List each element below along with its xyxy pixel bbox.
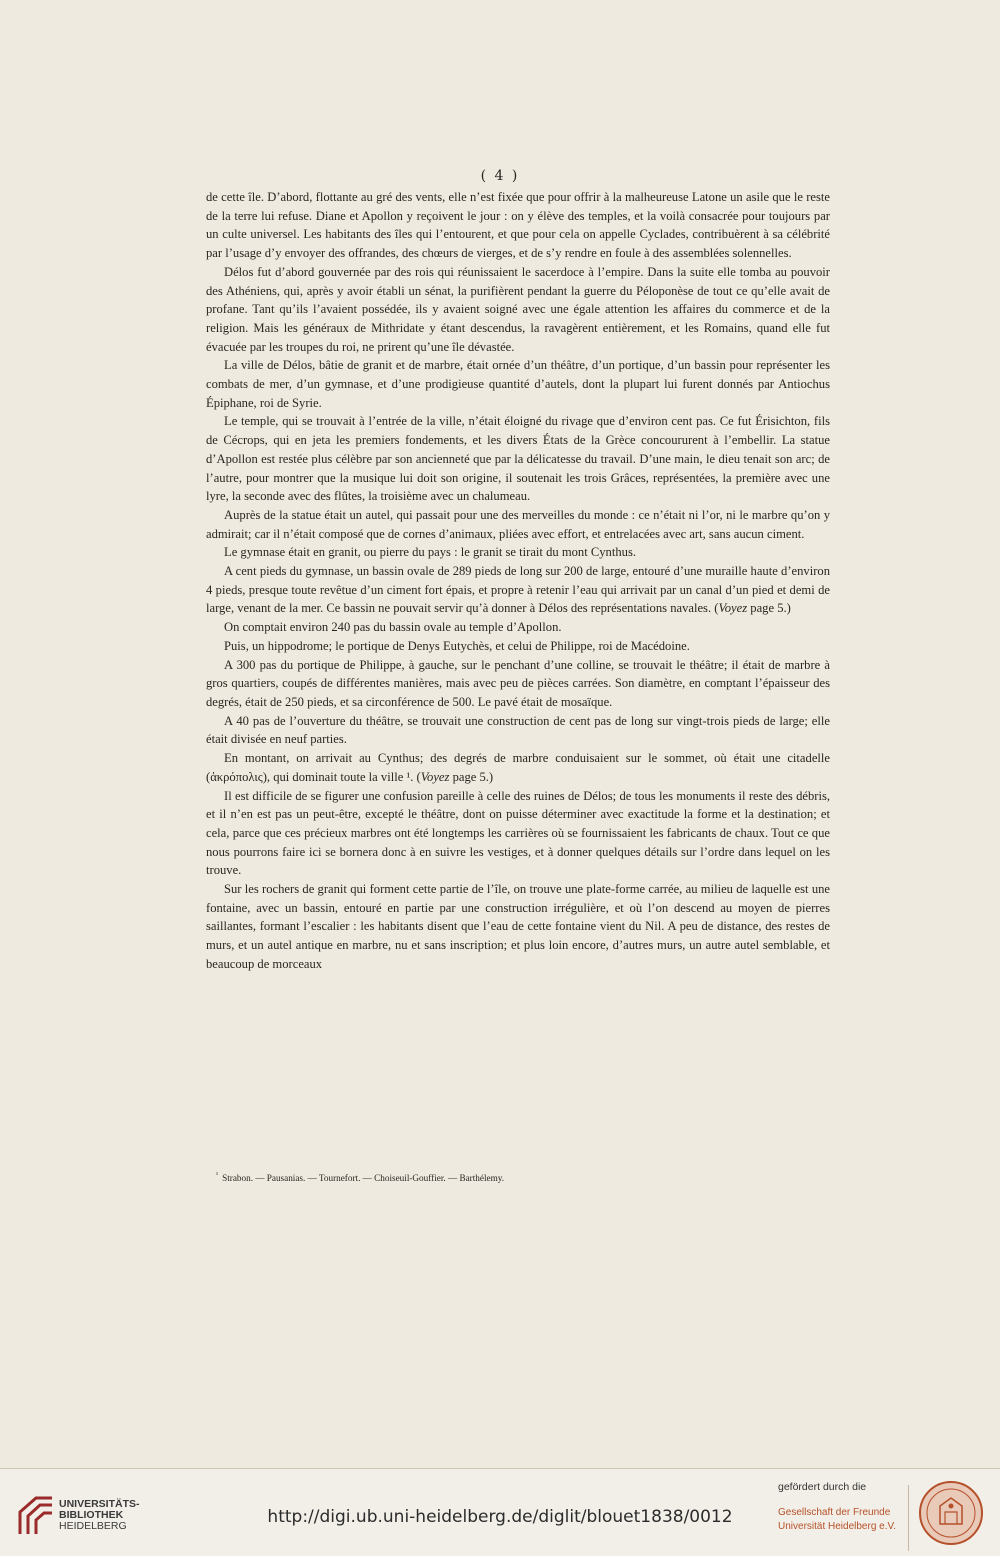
body-text	[206, 188, 830, 974]
paragraph: A 300 pas du portique de Philippe, à gauche, sur le penchant d’une colline, se trouvait le théâtre; il était de marbre à gros quartiers, coupés de différentes manières, mais avec peu de pièces carrées. Son diamètre, en comptant l’épaisseur des degrés, était de 250 pieds, et sa circonférence de 500. Le pavé était de mosaïque.	[206, 657, 830, 709]
paragraph: Délos fut d’abord gouvernée par des rois qui réunissaient le sacerdoce à l’empire. Dans la suite elle tomba au pouvoir des Athéniens, qui, après y avoir établi un sénat, la purifièrent pendant la guerre du Péloponèse de tout ce qu’elle avait de profane. Tant qu’ils l’avaient possédée, ils y avaient soigné avec une égale attention les affaires du commerce et de la religion. Mais les généraux de Mithridate y étant descendus, la ravagèrent entièrement, et les Romains, quand elle fut évacuée par les troupes du roi, ne prirent qu’une île dévastée.	[206, 264, 830, 354]
paragraph: Puis, un hippodrome; le portique de Denys Eutychès, et celui de Philippe, roi de Macédoine.	[224, 638, 690, 653]
paragraph: Sur les rochers de granit qui forment cette partie de l’île, on trouve une plate-forme carrée, au milieu de laquelle est une fontaine, avec un bassin, entouré en partie par une construction irrégulière, et où l’on descend au moyen de pierres saillantes, formant l’escalier : les habitants disent que l’eau de cette fontaine vient du Nil. A peu de distance, des restes de murs, et un autel antique en marbre, nu et sans inscription; et plus loin encore, d’autres murs, un autre autel semblable, et beaucoup de morceaux	[206, 882, 830, 971]
paragraph: de cette île. D’abord, flottante au gré des vents, elle n’est fixée que pour offrir à la malheureuse Latone un asile que le reste de la terre lui refuse. Diane et Apollon y reçoivent le jour : on y élève des temples, et la voilà consacrée pour toujours par un culte universel. Les habitants des îles qui l’entourent, et que pour cela on appelle Cyclades, contribuèrent à sa célébrité par l’usage d’y envoyer des offrandes, des chœurs de vierges, et de s’y rendre en foule à des assemblées solennelles.	[206, 190, 830, 261]
paragraph-text: A cent pieds du gymnase, un bassin ovale de 289 pieds de long sur 200 de large, entouré d’une muraille haute d’environ 4 pieds, presque toute revêtue d’un ciment fort épais, et propre à retenir l’eau qui arrivait par un canal d’un pied et demi de large, venant de la mer. Ce bassin ne pouvait servir qu’à donner à Délos des représentations navales. (	[206, 564, 830, 616]
library-name-line: UNIVERSITÄTS-	[59, 1498, 140, 1510]
sponsor-name[interactable]	[778, 1506, 896, 1534]
footnote-text: Strabon. — Pausanias. — Tournefort. — Choiseuil-Gouffier. — Barthélemy.	[222, 1173, 505, 1184]
divider	[908, 1485, 909, 1551]
paragraph	[206, 749, 830, 786]
library-name-line: BIBLIOTHEK	[59, 1509, 124, 1521]
paragraph: Il est difficile de se figurer une confusion pareille à celle des ruines de Délos; de tous les monuments il reste des débris, et il n’en est pas un peut-être, excepté le théâtre, dont on puisse déterminer avec exactitude la forme et la destination; et cela, parce que ces précieux marbres ont été longtemps les carrières où se fournissaient les fabricants de chaux. Tout ce que nous pourrons faire ici se bornera donc à en suivre les vestiges, et à donner quelques détails sur l’ordre dans lequel on les trouve.	[206, 788, 830, 878]
page-number: ( 4 )	[480, 168, 520, 184]
footer-bar	[0, 1468, 1000, 1556]
sponsor-name-line: Gesellschaft der Freunde	[778, 1507, 891, 1518]
sponsor-intro: gefördert durch die	[778, 1481, 867, 1493]
sponsor-name-line: Universität Heidelberg e.V.	[778, 1521, 897, 1532]
voyez-reference: Voyez	[420, 769, 450, 784]
footnote-marker: ¹	[216, 1171, 219, 1179]
paragraph: La ville de Délos, bâtie de granit et de marbre, était ornée d’un théâtre, d’un portique, d’un bassin pour représenter les combats de mer, d’un gymnase, et d’une prodigieuse quantité d’autels, dont la plupart lui furent donnés par Antiochus Épiphane, roi de Syrie.	[206, 358, 830, 410]
footnote	[216, 1171, 816, 1183]
paragraph-text: En montant, on arrivait au Cynthus; des degrés de marbre conduisaient sur le sommet, où était une citadelle (ἀκρόπολις), qui dominait toute la ville ¹. (	[206, 751, 830, 784]
voyez-reference: Voyez	[718, 601, 748, 616]
library-name-line: HEIDELBERG	[59, 1520, 127, 1532]
paragraph: Le gymnase était en granit, ou pierre du pays : le granit se tirait du mont Cynthus.	[224, 545, 636, 560]
paragraph: Le temple, qui se trouvait à l’entrée de la ville, n’était éloigné du rivage que d’environ cent pas. Ce fut Érisichton, fils de Cécrops, qui en jeta les premiers fondements, et les divers États de la Grèce concoururent à l’embellir. La statue d’Apollon est restée plus célèbre par son ancienneté que par la délicatesse du travail. D’une main, le dieu tenait son arc; de l’autre, pour montrer que la musique lui doit son origine, il soutenait les trois Grâces, représentées, la première avec une lyre, la seconde avec des flûtes, la troisième avec un chalumeau.	[206, 414, 830, 504]
paragraph-text-end: page 5.)	[449, 769, 494, 784]
paragraph-text-end: page 5.)	[747, 601, 791, 616]
permalink-url[interactable]: http://digi.ub.uni-heidelberg.de/diglit/blouet1838/0012	[267, 1507, 733, 1527]
paragraph: A 40 pas de l’ouverture du théâtre, se trouvait une construction de cent pas de long sur vingt-trois pieds de large; elle était divisée en neuf parties.	[206, 713, 830, 747]
university-seal-icon	[918, 1480, 984, 1546]
paragraph: Auprès de la statue était un autel, qui passait pour une des merveilles du monde : ce n’était ni l’or, ni le marbre qu’on y admirait; car il n’était composé que de cornes d’animaux, pliées avec effort, et entrelacées avec art, sans aucun ciment.	[206, 507, 830, 541]
paragraph	[206, 562, 830, 618]
paragraph: On comptait environ 240 pas du bassin ovale au temple d’Apollon.	[224, 620, 562, 635]
